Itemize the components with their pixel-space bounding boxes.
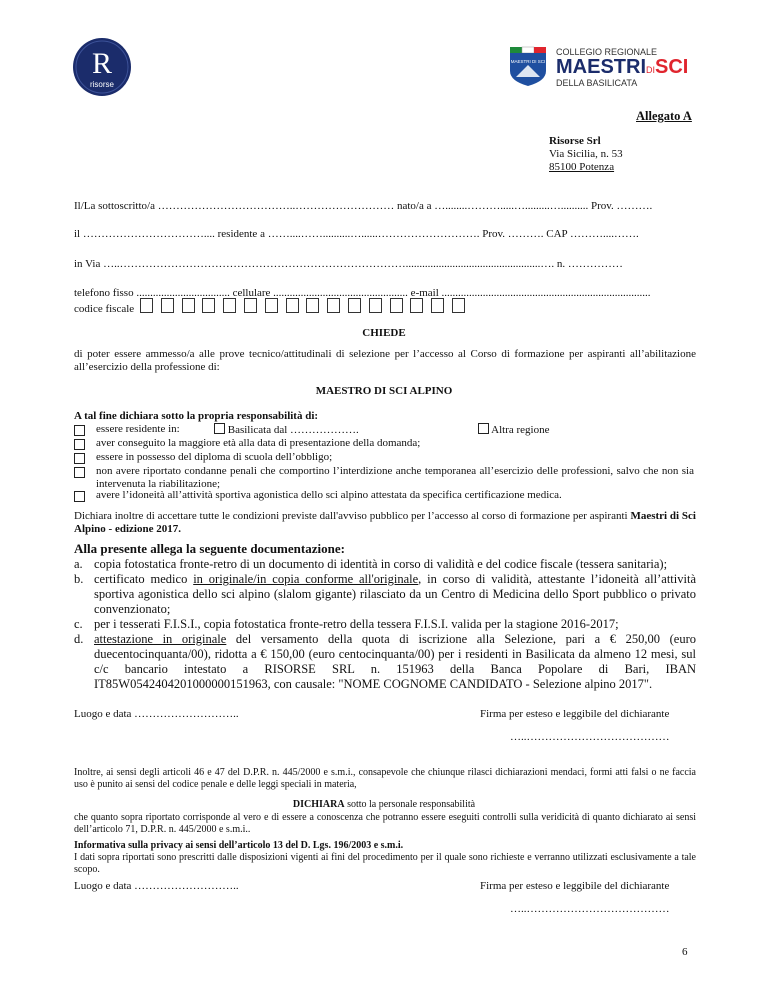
checkbox-row-age [74, 437, 694, 450]
form-line-address[interactable]: in Via …..…………………………………………………………………….................................................…. n. …………… [74, 258, 623, 270]
codice-fiscale-char-box[interactable] [306, 298, 319, 313]
shield-text: MAESTRI DI SCI [510, 59, 546, 64]
form-line-name-birth[interactable]: Il/La sottoscritto/a ………………………………..……………………… nato/a a …........……….....….........….......... Prov. ………. [74, 200, 653, 212]
logo-sci: SCI [655, 56, 689, 78]
risorse-logo-graphic [72, 37, 132, 97]
allega-heading: Alla presente allega la seguente documentazione: [74, 541, 345, 556]
firma-line-1[interactable]: …..………………………………… [510, 731, 670, 743]
chiede-text: di poter essere ammesso/a alle prove tecnico/attitudinali di selezione per l’accesso al Corso di formazione per aspiranti all’abilitazione all’esercizio della professione di: [74, 348, 696, 373]
risorse-logo-text: risorse [89, 80, 115, 89]
document-a-text: copia fotostatica fronte-retro di un documento di identità in corso di validità e del codice fiscale (tessera sanitaria); [94, 557, 668, 571]
codice-fiscale-char-box[interactable] [410, 298, 423, 313]
codice-fiscale-char-box[interactable] [452, 298, 465, 313]
document-b-marker: b. [74, 572, 84, 586]
codice-fiscale-char-box[interactable] [369, 298, 382, 313]
risorse-logo [72, 37, 132, 97]
document-item-b [74, 572, 696, 617]
dpr-dichiara-rest: sotto la personale responsabilità [344, 799, 476, 810]
company-city: 85100 Potenza [549, 161, 615, 173]
codice-fiscale-char-box[interactable] [202, 298, 215, 313]
document-d-post: del versamento della quota di iscrizione alla Selezione, pari a € 250,00 (euro duecentocinquanta/00), ridotta a € 150,00 (euro centocinquanta/00) per i residenti in Basilicata da almeno 12 mesi, sul c/c bancario intestato a RISORSE SRL n. 151963 della Banca Popolare di Bari, IBAN IT85W0542404201000000151963, con causale: "NOME COGNOME CANDIDATO - Selezione alpino 2017". [94, 632, 696, 691]
age-label: aver conseguito la maggiore età alla data di presentazione della domanda; [96, 437, 421, 449]
accept-edition: Maestri di Sci Alpino - edizione 2017. [74, 510, 696, 535]
dichiara-heading: A tal fine dichiara sotto la propria responsabilità di: [74, 410, 319, 422]
basilicata-option[interactable] [214, 423, 359, 437]
maestri-di-sci-logo [506, 45, 698, 89]
penal-label: non avere riportato condanne penali che comportino l’interdizione anche temporanea all’esercizio delle professioni, salvo che non sia intervenuta la riabilitazione; [96, 465, 694, 490]
document-b-underline: in originale/in copia conforme all'originale [193, 572, 419, 586]
privacy-text: I dati sopra riportati sono prescritti dalle disposizioni vigenti ai fini del procedimento per il quale sono richieste e verranno utilizzati esclusivamente a tale scopo. [74, 852, 696, 875]
medical-label: avere l’idoneità all’attività sportiva agonistica dello sci alpino attestata da specifica certificazione medica. [96, 489, 562, 501]
codice-fiscale-char-box[interactable] [390, 298, 403, 313]
form-line-contacts[interactable]: telefono fisso .................................. cellulare ................................................. e-mail ............................................................................ [74, 287, 651, 299]
document-c-marker: c. [74, 617, 83, 631]
form-line-residence[interactable]: il …………………………….... residente a ……....……..........…......………………………. Prov. ………. CAP ………....……. [74, 228, 639, 240]
logo-line2 [556, 57, 688, 80]
codice-fiscale-char-box[interactable] [327, 298, 340, 313]
codice-fiscale-char-box[interactable] [431, 298, 444, 313]
dpr-dichiara [0, 799, 768, 811]
age-checkbox[interactable] [74, 439, 85, 450]
firma-label-2: Firma per esteso e leggibile del dichiarante [480, 880, 670, 892]
altra-regione-option[interactable] [478, 423, 550, 437]
document-c-text: per i tesserati F.I.S.I., copia fotostatica fronte-retro della tessera F.I.S.I. valida per la stagione 2016-2017; [94, 617, 619, 631]
dpr-text2: che quanto sopra riportato corrisponde al vero e di essere a conoscenza che potranno essere eseguiti controlli sulla veridicità di quanto dichiarato ai sensi dell’articolo 71, D.P.R. n. 445/2000 e s.m.i.. [74, 812, 696, 835]
logo-line1: COLLEGIO REGIONALE [556, 47, 658, 57]
residence-checkbox[interactable] [74, 425, 85, 436]
codice-fiscale-char-box[interactable] [223, 298, 236, 313]
document-b-pre: certificato medico [94, 572, 194, 586]
luogo-data-2[interactable]: Luogo e data ……………………….. [74, 880, 239, 892]
firma-line-2[interactable]: …..………………………………… [510, 903, 670, 915]
firma-label-1: Firma per esteso e leggibile del dichiarante [480, 708, 670, 720]
document-a-marker: a. [74, 557, 83, 571]
checkbox-row-residence [74, 423, 694, 436]
document-item-d [74, 632, 696, 692]
altra-regione-checkbox[interactable] [478, 423, 489, 434]
altra-regione-label: Altra regione [491, 424, 550, 436]
codice-fiscale-char-box[interactable] [265, 298, 278, 313]
codice-fiscale-char-box[interactable] [140, 298, 153, 313]
basilicata-checkbox[interactable] [214, 423, 225, 434]
document-d-underline: attestazione in originale [94, 632, 227, 646]
chiede-title: CHIEDE [362, 327, 406, 339]
risorse-logo-letter: R [91, 47, 113, 80]
privacy-title: Informativa sulla privacy ai sensi dell’articolo 13 del D. Lgs. 196/2003 e s.m.i. [74, 840, 404, 851]
logo-line3: DELLA BASILICATA [556, 78, 638, 88]
diploma-label: essere in possesso del diploma di scuola dell’obbligo; [96, 451, 333, 463]
checkbox-row-diploma [74, 451, 694, 464]
basilicata-label: Basilicata dal ………………. [227, 424, 359, 436]
penal-checkbox[interactable] [74, 467, 85, 478]
checkbox-row-penal [74, 465, 694, 491]
codice-fiscale-char-box[interactable] [348, 298, 361, 313]
accept-paragraph [74, 510, 696, 536]
documents-list [74, 557, 696, 692]
medical-checkbox[interactable] [74, 491, 85, 502]
logo-di: DI [646, 65, 655, 75]
profession-title: MAESTRO DI SCI ALPINO [315, 385, 453, 397]
document-item-a [74, 557, 696, 572]
address-block [549, 135, 709, 174]
dpr-dichiara-bold: DICHIARA [292, 799, 345, 810]
accept-text: Dichiara inoltre di accettare tutte le condizioni previste dall'avviso pubblico per l’accesso al corso di formazione per aspiranti [74, 510, 631, 522]
codice-fiscale-char-box[interactable] [244, 298, 257, 313]
codice-fiscale-label: codice fiscale [74, 303, 135, 315]
checkbox-row-medical [74, 489, 694, 502]
codice-fiscale-char-box[interactable] [182, 298, 195, 313]
residence-label: essere residente in: [96, 423, 180, 435]
company-street: Via Sicilia, n. 53 [549, 148, 623, 160]
allegato-title: Allegato A [636, 109, 692, 123]
document-d-marker: d. [74, 632, 84, 646]
diploma-checkbox[interactable] [74, 453, 85, 464]
dpr-text: Inoltre, ai sensi degli articoli 46 e 47 del D.P.R. n. 445/2000 e s.m.i., consapevole che chiunque rilasci dichiarazioni mendaci, formi atti falsi o ne faccia uso è punito ai sensi del codice penale e delle leggi speciali in materia, [74, 767, 696, 790]
logo-maestri: MAESTRI [556, 56, 646, 78]
shield-icon [506, 45, 552, 87]
document-item-c [74, 617, 696, 632]
codice-fiscale-char-box[interactable] [286, 298, 299, 313]
page-number: 6 [682, 946, 688, 958]
document-b-post: , in corso di validità, attestante l’idoneità all’attività sportiva agonistica dello sci alpino (slalom gigante) rilasciato da un Centro di Medicina dello Sport pubblico o privato convenzionato; [94, 572, 696, 616]
codice-fiscale-char-box[interactable] [161, 298, 174, 313]
company-name: Risorse Srl [549, 135, 601, 147]
luogo-data-1[interactable]: Luogo e data ……………………….. [74, 708, 239, 720]
